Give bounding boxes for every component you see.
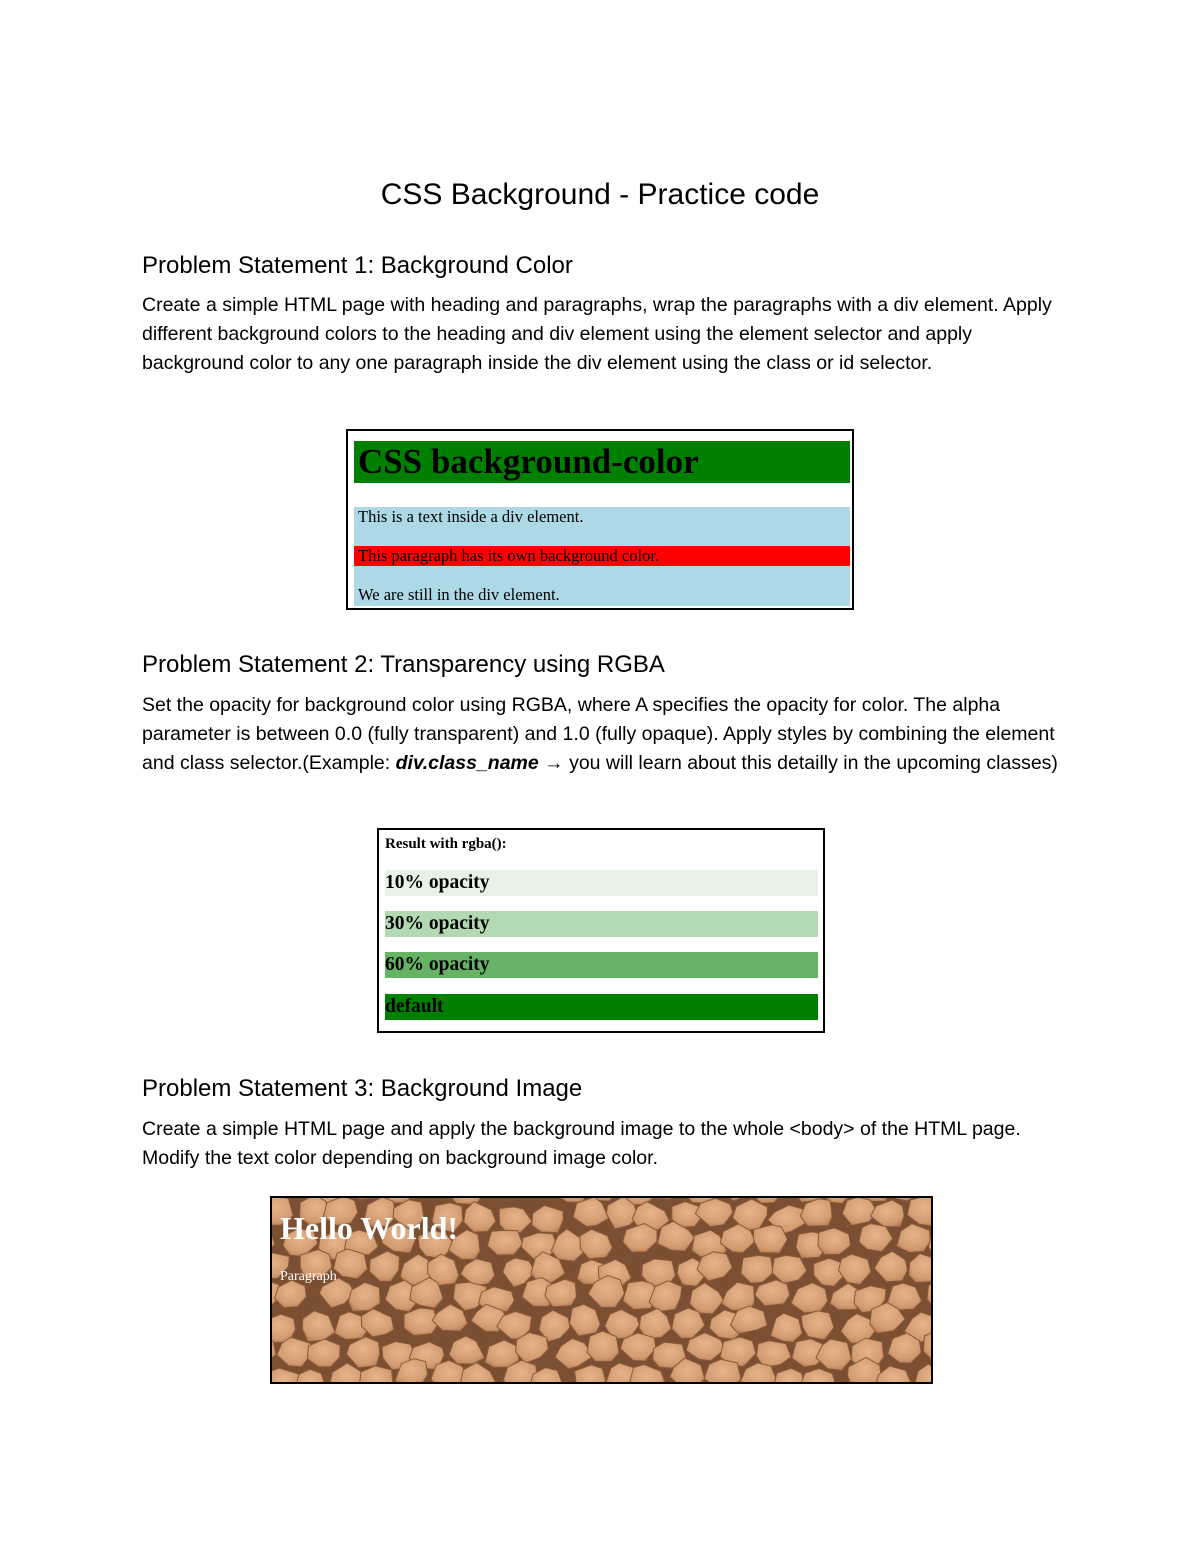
- example-div: [354, 507, 850, 606]
- background-image-example: [270, 1196, 933, 1384]
- opacity-bar-60: 60% opacity: [385, 952, 818, 978]
- page-title: CSS Background - Practice code: [380, 178, 820, 211]
- texture-tile: [754, 1225, 788, 1253]
- opacity-bar-30: 30% opacity: [385, 911, 818, 937]
- section-3-text: Create a simple HTML page and apply the background image to the whole <body> of the HTML page. Modify the text color depending on background image color.: [142, 1118, 1021, 1169]
- section-1-text: Create a simple HTML page with heading and paragraphs, wrap the paragraphs with a div element. Apply different background colors to the heading and div element using the element selector and apply background color to any one paragraph inside the div element using the class or id selector.: [142, 294, 1052, 374]
- section-2-heading: Problem Statement 2: Transparency using RGBA: [142, 651, 665, 678]
- hello-world-heading: Hello World!: [280, 1210, 459, 1246]
- section-2-text-after: → you will learn about this detailly in the upcoming classes): [538, 752, 1058, 774]
- background-color-example: [346, 429, 854, 610]
- rgba-opacity-example: [377, 828, 825, 1033]
- section-3-heading: Problem Statement 3: Background Image: [142, 1075, 583, 1102]
- texture-tile: [587, 1331, 619, 1362]
- opacity-bar-10: 10% opacity: [385, 870, 818, 896]
- example-paragraph-1: This is a text inside a div element.: [358, 507, 584, 526]
- section-2-text: [142, 691, 1062, 778]
- example-paragraph: Paragraph: [280, 1269, 337, 1284]
- section-1-heading: Problem Statement 1: Background Color: [142, 252, 573, 279]
- section-2-text-before: Set the opacity for background color using RGBA, where A specifies the opacity for color. The alpha parameter is between 0.0 (fully transparent) and 1.0 (fully opaque). Apply styles by combining the element and class selector.(Example:: [142, 694, 1055, 774]
- example-heading: CSS background-color: [354, 441, 850, 483]
- code-example: div.class_name: [395, 752, 539, 774]
- example-paragraph-2-background: [354, 546, 850, 566]
- example-paragraph-2: This paragraph has its own background color.: [358, 546, 660, 565]
- rgba-caption: Result with rgba():: [385, 836, 507, 852]
- opacity-bar-default: default: [385, 994, 818, 1020]
- example-paragraph-3: We are still in the div element.: [358, 585, 560, 604]
